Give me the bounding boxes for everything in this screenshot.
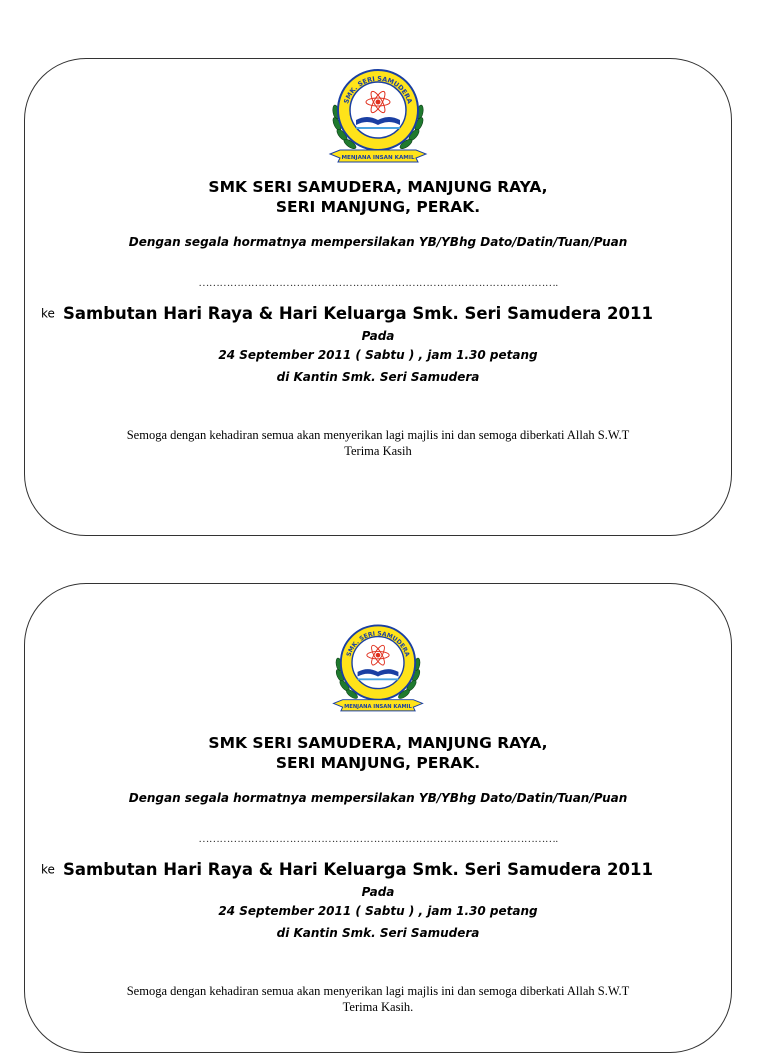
svg-text:MENJANA INSAN KAMIL: MENJANA INSAN KAMIL (344, 704, 412, 711)
ke-label: ke (41, 306, 55, 321)
event-details (25, 328, 731, 388)
closing-text (25, 983, 731, 1015)
event-title: Sambutan Hari Raya & Hari Keluarga Smk. Seri Samudera 2011 (63, 860, 653, 879)
invitation-text: Dengan segala hormatnya mempersilakan YB/YBhg Dato/Datin/Tuan/Puan (128, 791, 628, 805)
svg-text:SMK. SERI SAMUDERA: SMK. SERI SAMUDERA (342, 74, 414, 105)
invitation-card-2 (24, 583, 732, 1053)
school-name (25, 733, 731, 773)
guest-name-blank: …………………………………………………………………………………………. (198, 277, 558, 289)
svg-text:MENJANA INSAN KAMIL: MENJANA INSAN KAMIL (341, 155, 415, 161)
event-date: 24 September 2011 ( Sabtu ) , jam 1.30 petang (218, 904, 538, 918)
school-name-line-2: SERI MANJUNG, PERAK. (275, 754, 481, 772)
school-logo (25, 62, 731, 174)
invitation-text: Dengan segala hormatnya mempersilakan YB/YBhg Dato/Datin/Tuan/Puan (128, 235, 628, 249)
closing-line-2: Terima Kasih (344, 444, 412, 458)
guest-name-blank: …………………………………………………………………………………………. (198, 833, 558, 845)
pada-label: Pada (361, 329, 395, 343)
school-name-line-2: SERI MANJUNG, PERAK. (275, 198, 481, 216)
event-venue: di Kantin Smk. Seri Samudera (276, 370, 480, 384)
closing-text (25, 427, 731, 459)
event-venue: di Kantin Smk. Seri Samudera (276, 926, 480, 940)
event-date: 24 September 2011 ( Sabtu ) , jam 1.30 petang (218, 348, 538, 362)
event-line (41, 303, 731, 323)
school-crest-icon (322, 62, 434, 174)
invitation-card-1 (24, 58, 732, 536)
closing-line-2: Terima Kasih. (342, 1000, 414, 1014)
svg-text:SMK. SERI SAMUDERA: SMK. SERI SAMUDERA (345, 630, 411, 658)
event-details (25, 884, 731, 944)
closing-line-1: Semoga dengan kehadiran semua akan menyerikan lagi majlis ini dan semoga diberkati Allah S.W.T (126, 428, 630, 442)
school-crest-icon (326, 618, 430, 722)
school-name-line-1: SMK SERI SAMUDERA, MANJUNG RAYA, (208, 178, 548, 196)
closing-line-1: Semoga dengan kehadiran semua akan menyerikan lagi majlis ini dan semoga diberkati Allah S.W.T (126, 984, 630, 998)
ke-label: ke (41, 862, 55, 877)
event-title: Sambutan Hari Raya & Hari Keluarga Smk. Seri Samudera 2011 (63, 304, 653, 323)
pada-label: Pada (361, 885, 395, 899)
school-name-line-1: SMK SERI SAMUDERA, MANJUNG RAYA, (208, 734, 548, 752)
school-logo (25, 618, 731, 722)
school-name (25, 177, 731, 217)
event-line (41, 859, 731, 879)
